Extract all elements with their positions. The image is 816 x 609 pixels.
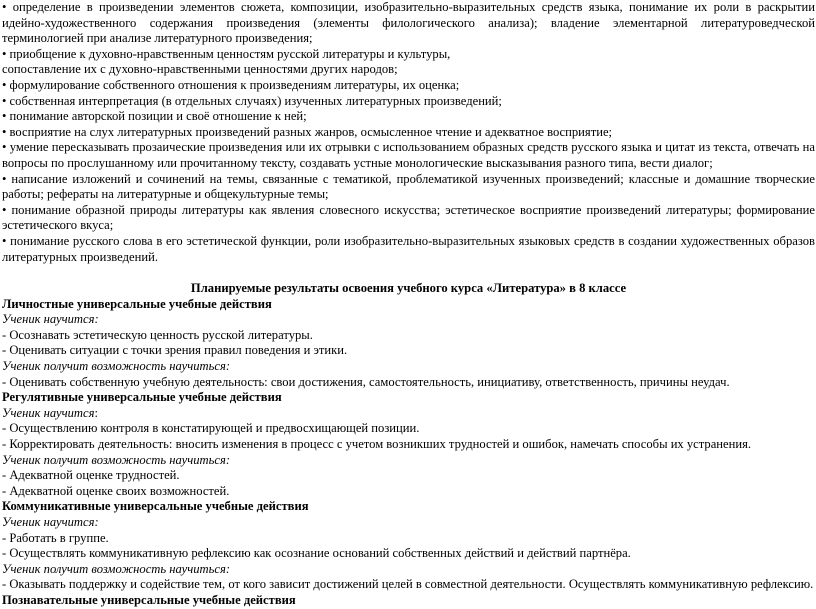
regulative-heading: Регулятивные универсальные учебные действия [2,390,282,405]
bullet-item: • определение в произведении элементов сюжета, композиции, изобразительно-выразительных средств языка, понимание их роли в раскрытии идейно-художественного содержания произведения (элементы филологического анализа); владение элементарной литературоведческой терминологией при анализе литературного произведения; [2,0,815,46]
personal-item: - Оценивать ситуации с точки зрения правил поведения и этики. [2,343,348,358]
communicative-item: - Осуществлять коммуникативную рефлексию как осознание оснований собственных действий и действий партнёра. [2,546,631,561]
personal-item: - Осознавать эстетическую ценность русской литературы. [2,327,313,342]
communicative-item: - Работать в группе. [2,530,109,545]
cognitive-heading: Познавательные универсальные учебные действия [2,592,296,607]
bullet-item: • собственная интерпретация (в отдельных случаях) изученных литературных произведений; [2,93,502,108]
section-title: Планируемые результаты освоения учебного курса «Литература» в 8 классе [190,281,627,296]
regulative-learn-line [2,406,815,422]
regulative-learn-label: Ученик научится [2,405,95,420]
bullet-item: сопоставление их с духовно-нравственными ценностями других народов; [2,62,398,77]
bullet-item: • понимание русского слова в его эстетической функции, роли изобразительно-выразительных языковых средств в создании художественных образов литературных произведений. [2,233,815,264]
communicative-opportunity-label: Ученик получит возможность научиться: [2,561,231,576]
bullet-item: • формулирование собственного отношения к произведениям литературы, их оценка; [2,77,460,92]
personal-learn-label: Ученик научится: [2,312,99,327]
regulative-opp-item: - Адекватной оценке трудностей. [2,468,180,483]
personal-opp-item: - Оценивать собственную учебную деятельность: свои достижения, самостоятельность, инициативу, ответственность, причины неудач. [2,374,730,389]
regulative-item: - Осуществлению контроля в констатирующей и предвосхищающей позиции. [2,421,420,436]
communicative-opp-item: - Оказывать поддержку и содействие тем, от кого зависит достижений целей в совместной деятельности. Осуществлять коммуникативную рефлексию. [2,577,814,592]
bullet-item: • приобщение к духовно-нравственным ценностям русской литературы и культуры, [2,46,451,61]
personal-heading: Личностные универсальные учебные действия [2,296,272,311]
communicative-learn-label: Ученик научится: [2,515,99,529]
bullet-item: • понимание авторской позиции и своё отношение к ней; [2,109,307,124]
bullet-item: • умение пересказывать прозаические произведения или их отрывки с использованием образных средств русского языка и цитат из текста, отвечать на вопросы по прослушанному или прочитанному тексту, создавать устные монологические высказывания разного типа, вести диалог; [2,140,815,170]
regulative-opp-item: - Адекватной оценке своих возможностей. [2,483,230,498]
regulative-item: - Корректировать деятельность: вносить изменения в процесс с учетом возникших трудностей и ошибок, намечать способы их устранения. [2,437,752,452]
document-page [2,0,815,609]
bullet-item: • восприятие на слух литературных произведений разных жанров, осмысленное чтение и адекватное восприятие; [2,124,613,139]
bullet-item: • написание изложений и сочинений на темы, связанные с тематикой, проблематикой изученных произведений; классные и домашние творческие работы; рефераты на литературные и общекультурные темы; [2,171,815,202]
personal-opportunity-label: Ученик получит возможность научиться: [2,359,231,374]
communicative-heading: Коммуникативные универсальные учебные действия [2,499,309,514]
bullet-item: • понимание образной природы литературы как явления словесного искусства; эстетическое восприятие произведений литературы; формирование эстетического вкуса; [2,202,815,233]
regulative-learn-colon: : [94,405,98,420]
regulative-opportunity-label: Ученик получит возможность научиться: [2,452,231,467]
